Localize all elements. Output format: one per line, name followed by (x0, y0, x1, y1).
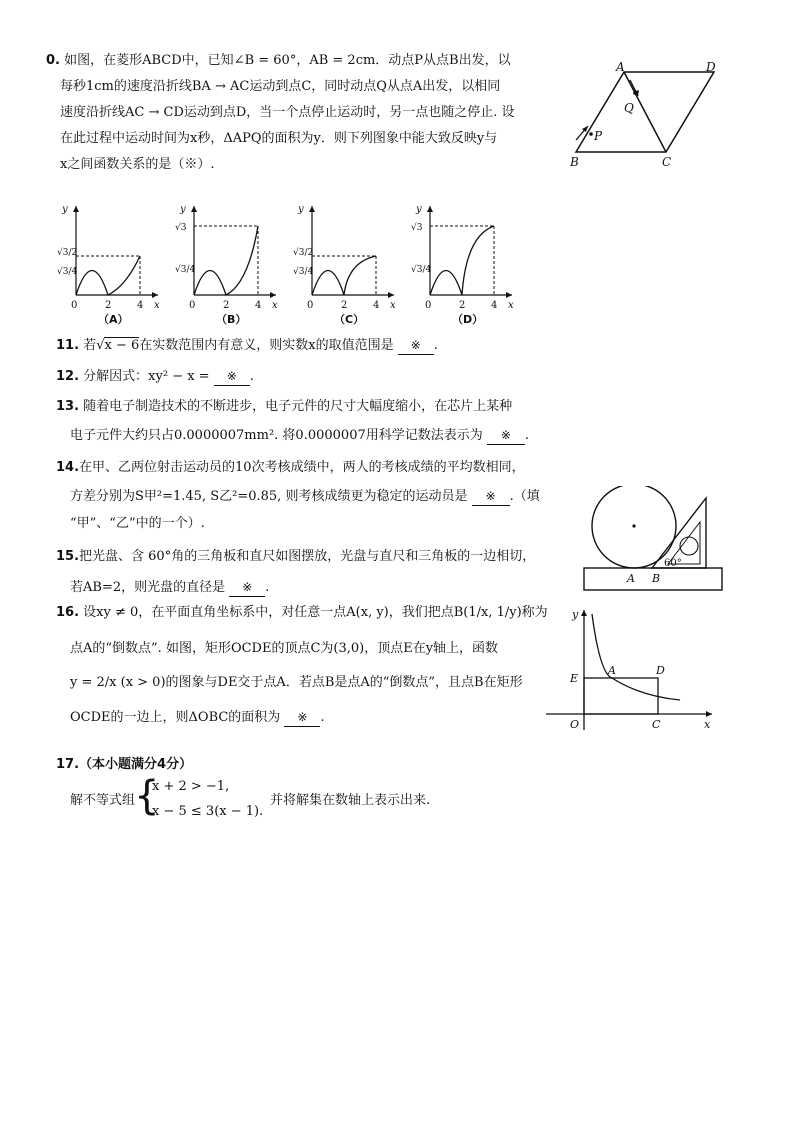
q14-text-1: 在甲、乙两位射击运动员的10次考核成绩中，两人的考核成绩的平均数相同， (79, 460, 525, 475)
coord-label-e: E (570, 672, 579, 685)
q15-answer-blank[interactable]: ※ (229, 578, 265, 597)
disc-angle-label: 60° (664, 558, 682, 569)
q14-line-2 (70, 487, 540, 506)
graph-b-xtick-0: 0 (189, 300, 196, 311)
graph-d (411, 204, 514, 325)
q14-answer-blank[interactable]: ※ (472, 487, 510, 506)
graph-c-label: （C） (334, 313, 365, 325)
graph-b-x-label: x (272, 300, 278, 311)
graph-d-ytick-1: √3 (411, 223, 423, 233)
q12-text: 分解因式：xy² − x = (83, 369, 210, 384)
q11-text-before: 若 (83, 338, 97, 353)
graph-a-x-label: x (154, 300, 160, 311)
graph-d-xtick-0: 0 (425, 300, 432, 311)
q11-answer-blank[interactable]: ※ (398, 336, 434, 355)
q16-answer-blank[interactable]: ※ (284, 708, 320, 727)
graph-a (57, 204, 160, 325)
q10-text-1: 如图，在菱形ABCD中，已知∠B = 60°，AB = 2cm．动点P从点B出发，以 (64, 53, 511, 68)
q16-line-2: 点A的“倒数点”. 如图，矩形OCDE的顶点C为(3,0)，顶点E在y轴上，函数 (70, 641, 499, 656)
fig-label-d: D (706, 60, 716, 74)
graph-b-y-label: y (180, 204, 186, 215)
coord-label-c: C (652, 718, 661, 731)
graph-c-ytick-1: √3/2 (293, 248, 314, 258)
q17-number: 17. (56, 757, 80, 772)
fig-label-a: A (616, 60, 625, 74)
graph-a-xtick-4: 4 (137, 300, 144, 311)
q10-line-5: x之间函数关系的是（※）. (60, 157, 215, 172)
graph-a-y-label: y (62, 204, 68, 215)
q10-line-4: 在此过程中运动时间为x秒，ΔAPQ的面积为y．则下列图象中能大致反映y与 (60, 131, 498, 146)
q13-number: 13. (56, 399, 80, 414)
q12-answer-blank[interactable]: ※ (214, 367, 250, 386)
q16-text-1: 设xy ≠ 0，在平面直角坐标系中，对任意一点A(x, y)，我们把点B(1/x, 1/y)称为 (83, 605, 548, 620)
graph-c-x-label: x (390, 300, 396, 311)
q11-text-after: 在实数范围内有意义，则实数x的取值范围是 (139, 338, 394, 353)
disc-label-b: B (652, 572, 661, 585)
q10-line-2: 每秒1cm的速度沿折线BA → AC运动到点C，同时动点Q从点A出发，以相同 (60, 79, 501, 94)
q15-line-2 (70, 578, 269, 597)
q14-line2-end: .（填 (509, 489, 540, 504)
graph-b-ytick-1: √3 (175, 223, 187, 233)
q10-line-3: 速度沿折线AC → CD运动到点D，当一个点停止运动时，另一点也随之停止. 设 (60, 105, 515, 120)
q17-suffix: 并将解集在数轴上表示出来. (270, 793, 431, 808)
graph-a-xtick-2: 2 (105, 300, 112, 311)
q10-option-graphs (56, 200, 536, 325)
disc-figure (582, 486, 728, 596)
graph-b-xtick-2: 2 (223, 300, 230, 311)
q13-answer-blank[interactable]: ※ (487, 426, 525, 445)
graph-d-x-label: x (508, 300, 514, 311)
q16-end: . (320, 710, 325, 725)
graph-d-xtick-2: 2 (459, 300, 466, 311)
graph-c-y-label: y (298, 204, 304, 215)
q11-end: . (433, 338, 438, 353)
coord-label-a: A (608, 664, 616, 677)
q14-text-2: 方差分别为S甲²=1.45, S乙²=0.85, 则考核成绩更为稳定的运动员是 (70, 489, 468, 504)
fig-label-p: P (594, 129, 603, 143)
graph-c-xtick-2: 2 (341, 300, 348, 311)
coord-label-o: O (570, 718, 580, 731)
graph-a-xtick-0: 0 (71, 300, 78, 311)
q16-text-4: OCDE的一边上，则ΔOBC的面积为 (70, 710, 281, 725)
q11 (56, 336, 438, 355)
q15-end: . (265, 580, 270, 595)
q17-inequality-2: x − 5 ≤ 3(x − 1). (152, 804, 264, 819)
q16-line-4 (70, 708, 325, 727)
q16-line-1 (56, 604, 548, 622)
q16-number: 16. (56, 605, 80, 620)
rhombus-figure (566, 60, 726, 170)
disc-label-a: A (627, 572, 635, 585)
q13-end: . (524, 428, 530, 443)
q17-inequality-1: x + 2 > −1, (152, 779, 230, 794)
fig-label-q: Q (624, 101, 634, 115)
q16-line-3: y = 2/x (x > 0)的图象与DE交于点A．若点B是点A的“倒数点”，且点B在矩形 (70, 675, 523, 690)
q12 (56, 367, 254, 386)
q11-sqrt-sign: √ (96, 338, 105, 353)
q17-title: （本小题满分4分） (79, 757, 193, 772)
coord-label-y: y (572, 608, 579, 621)
graph-d-y-label: y (416, 204, 422, 215)
q14-line-1 (56, 459, 525, 477)
graph-b-xtick-4: 4 (255, 300, 262, 311)
coordinate-figure (540, 604, 720, 734)
q15-number: 15. (56, 549, 80, 564)
q13-text-1: 随着电子制造技术的不断进步，电子元件的尺寸大幅度缩小，在芯片上某种 (83, 399, 513, 414)
graph-b (175, 204, 278, 325)
q13-line-1 (56, 398, 512, 416)
graph-b-ytick-2: √3/4 (175, 265, 196, 275)
graph-c (293, 204, 396, 325)
fig-label-b: B (570, 155, 579, 169)
graph-d-xtick-4: 4 (491, 300, 498, 311)
q15-line-1 (56, 548, 535, 566)
graph-c-xtick-4: 4 (373, 300, 380, 311)
q14-number: 14. (56, 460, 80, 475)
graph-a-label: （A） (98, 313, 129, 325)
q15-text-1: 把光盘、含 60°角的三角板和直尺如图摆放，光盘与直尺和三角板的一边相切， (79, 549, 536, 564)
graph-a-ytick-2: √3/4 (57, 267, 78, 277)
q11-radical: x − 6 (104, 338, 140, 353)
q12-end: . (249, 369, 254, 384)
q10-number: 0. (46, 53, 60, 68)
graph-c-xtick-0: 0 (307, 300, 314, 311)
q12-number: 12. (56, 369, 80, 384)
graph-c-ytick-2: √3/4 (293, 267, 314, 277)
graph-d-label: （D） (452, 313, 484, 325)
graph-b-label: （B） (216, 313, 247, 325)
q13-line-2 (70, 426, 529, 445)
q13-text-2: 电子元件大约只占0.0000007mm². 将0.0000007用科学记数法表示为 (70, 428, 483, 443)
fig-label-c: C (662, 155, 672, 169)
coord-label-d: D (656, 664, 665, 677)
q10-line-1 (46, 52, 511, 70)
q11-number: 11. (56, 338, 80, 353)
q17-prefix: 解不等式组 (70, 793, 136, 808)
q17-brace: { (134, 773, 160, 819)
q17-title-line (56, 756, 192, 774)
graph-d-ytick-2: √3/4 (411, 265, 432, 275)
graph-a-ytick-1: √3/2 (57, 248, 78, 258)
q15-text-2: 若AB=2，则光盘的直径是 (70, 580, 226, 595)
q14-line-3: “甲”、“乙”中的一个）. (70, 516, 205, 531)
coord-label-x: x (704, 718, 711, 731)
